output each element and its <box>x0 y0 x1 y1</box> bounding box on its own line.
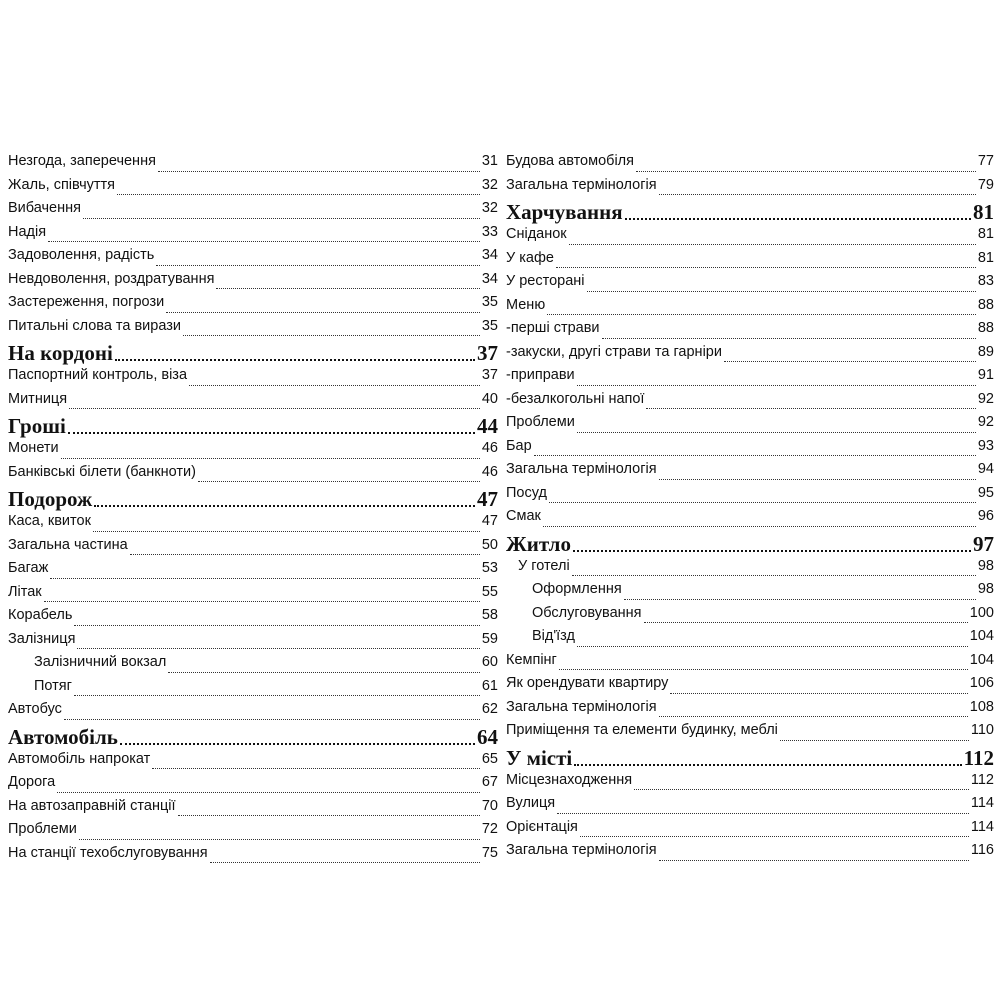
toc-entry-page-number: 100 <box>969 604 994 621</box>
toc-section-heading[interactable] <box>506 746 994 772</box>
toc-leader-dots <box>216 288 479 289</box>
toc-entry-title: Обслуговування <box>532 604 642 621</box>
toc-entry[interactable] <box>506 226 994 250</box>
toc-entry-page-number: 67 <box>481 774 498 790</box>
toc-entry[interactable] <box>506 772 994 796</box>
toc-entry-title: -закуски, другі страви та гарніри <box>506 343 722 360</box>
toc-entry[interactable] <box>8 367 498 391</box>
toc-entry-title: Загальна термінологія <box>506 176 657 193</box>
toc-entry[interactable] <box>8 537 498 561</box>
toc-entry-page-number: 53 <box>481 560 498 576</box>
toc-entry-title: Бар <box>506 437 532 454</box>
toc-leader-dots <box>44 601 480 602</box>
toc-entry-title: Застереження, погрози <box>8 294 165 310</box>
toc-section-heading[interactable] <box>8 341 498 367</box>
toc-entry-title: Кемпінг <box>506 651 557 668</box>
toc-entry-page-number: 62 <box>481 701 498 717</box>
toc-entry[interactable] <box>506 461 994 485</box>
toc-entry[interactable] <box>506 414 994 438</box>
toc-entry[interactable] <box>506 508 994 532</box>
toc-leader-dots <box>557 813 969 814</box>
toc-entry[interactable] <box>506 438 994 462</box>
toc-leader-dots <box>57 792 480 793</box>
toc-entry[interactable] <box>8 798 498 822</box>
toc-entry[interactable] <box>506 581 994 605</box>
toc-entry-title: Місцезнаходження <box>506 771 633 788</box>
toc-entry-title: Проблеми <box>8 821 77 837</box>
toc-entry-title: Загальна термінологія <box>506 842 657 858</box>
toc-entry-page-number: 65 <box>481 750 498 767</box>
toc-section-heading[interactable] <box>506 200 994 226</box>
toc-entry-title: Задоволення, радість <box>8 247 155 263</box>
toc-entry-page-number: 79 <box>977 176 994 193</box>
toc-entry-title: Літак <box>8 583 42 600</box>
toc-entry[interactable] <box>8 774 498 798</box>
toc-entry-title: Залізниця <box>8 630 76 647</box>
toc-entry-title: Вулиця <box>506 795 556 811</box>
toc-entry-page-number: 60 <box>481 654 498 670</box>
toc-leader-dots <box>69 408 480 409</box>
toc-entry-page-number: 37 <box>477 341 498 365</box>
toc-leader-dots <box>646 408 975 409</box>
toc-entry-title: Банківські білети (банкноти) <box>8 463 196 480</box>
toc-entry[interactable] <box>506 297 994 321</box>
toc-leader-dots <box>724 361 976 362</box>
toc-entry-title: Корабель <box>8 607 73 623</box>
toc-entry-title: Загальна термінологія <box>506 461 657 477</box>
toc-entry[interactable] <box>8 821 498 845</box>
toc-entry-page-number: 89 <box>977 343 994 360</box>
toc-entry[interactable] <box>506 367 994 391</box>
toc-entry[interactable] <box>8 654 498 678</box>
toc-entry-title: Сніданок <box>506 226 567 242</box>
toc-entry[interactable] <box>506 391 994 415</box>
toc-entry-page-number: 46 <box>481 463 498 480</box>
toc-entry-title: Жаль, співчуття <box>8 176 116 193</box>
toc-entry-page-number: 70 <box>481 797 498 814</box>
toc-entry-page-number: 94 <box>977 461 994 477</box>
toc-entry-page-number: 47 <box>477 487 498 511</box>
toc-entry-page-number: 104 <box>969 628 994 644</box>
toc-entry-page-number: 104 <box>969 651 994 668</box>
toc-entry-title: Від'їзд <box>532 628 575 644</box>
toc-entry-title: Харчування <box>506 200 623 224</box>
toc-entry-page-number: 50 <box>481 536 498 553</box>
toc-entry-page-number: 32 <box>481 200 498 216</box>
toc-entry[interactable] <box>506 699 994 723</box>
toc-entry[interactable] <box>506 842 994 866</box>
toc-entry-page-number: 98 <box>977 557 994 574</box>
toc-entry-page-number: 34 <box>481 270 498 287</box>
toc-leader-dots <box>636 171 976 172</box>
toc-leader-dots <box>83 218 480 219</box>
toc-leader-dots <box>644 622 968 623</box>
toc-entry-title: Будова автомобіля <box>506 153 634 169</box>
toc-entry[interactable] <box>8 224 498 248</box>
toc-entry-title: Невдоволення, роздратування <box>8 270 215 287</box>
toc-entry[interactable] <box>8 153 498 177</box>
toc-entry[interactable] <box>506 250 994 274</box>
toc-entry-title: У місті <box>506 745 573 770</box>
toc-entry[interactable] <box>8 513 498 537</box>
toc-entry-page-number: 110 <box>970 722 994 738</box>
toc-leader-dots <box>569 244 976 245</box>
toc-entry-page-number: 83 <box>977 273 994 289</box>
toc-entry-page-number: 88 <box>977 296 994 313</box>
toc-entry-title: Смак <box>506 508 541 524</box>
toc-entry[interactable] <box>8 678 498 702</box>
toc-entry-title: Монети <box>8 440 59 456</box>
toc-leader-dots <box>634 789 969 790</box>
toc-entry[interactable] <box>506 795 994 819</box>
toc-entry[interactable] <box>506 320 994 344</box>
toc-entry-page-number: 58 <box>481 607 498 623</box>
toc-leader-dots <box>572 575 976 576</box>
toc-entry-page-number: 91 <box>977 367 994 383</box>
toc-leader-dots <box>670 693 967 694</box>
toc-leader-dots <box>189 385 480 386</box>
toc-entry-page-number: 35 <box>481 294 498 310</box>
toc-leader-dots <box>61 458 480 459</box>
toc-entry[interactable] <box>506 485 994 509</box>
toc-entry-title: Митниця <box>8 390 68 407</box>
toc-entry-title: Автомобіль <box>8 724 118 749</box>
toc-entry-page-number: 34 <box>481 247 498 263</box>
toc-entry-page-number: 108 <box>969 698 994 715</box>
toc-entry[interactable] <box>8 391 498 415</box>
toc-entry[interactable] <box>8 560 498 584</box>
toc-leader-dots <box>117 194 480 195</box>
toc-entry-title: На станції техобслуговування <box>8 844 208 861</box>
toc-leader-dots <box>198 481 480 482</box>
toc-leader-dots <box>659 860 969 861</box>
toc-entry[interactable] <box>506 605 994 629</box>
toc-entry-page-number: 77 <box>977 153 994 169</box>
toc-leader-dots <box>573 550 971 552</box>
toc-entry-page-number: 96 <box>977 508 994 524</box>
toc-entry-title: Потяг <box>34 677 72 694</box>
toc-entry[interactable] <box>8 177 498 201</box>
toc-entry-page-number: 97 <box>973 531 994 556</box>
toc-entry-page-number: 46 <box>481 440 498 456</box>
toc-leader-dots <box>559 669 968 670</box>
toc-entry-page-number: 31 <box>481 153 498 169</box>
toc-entry[interactable] <box>506 722 994 746</box>
toc-leader-dots <box>780 740 969 741</box>
toc-leader-dots <box>79 839 480 840</box>
toc-entry-page-number: 93 <box>977 437 994 454</box>
toc-leader-dots <box>659 479 976 480</box>
toc-entry[interactable] <box>506 819 994 843</box>
toc-leader-dots <box>549 502 976 503</box>
toc-entry-page-number: 37 <box>481 367 498 383</box>
toc-section-heading[interactable] <box>8 487 498 513</box>
toc-entry-title: Багаж <box>8 560 49 576</box>
toc-entry[interactable] <box>8 247 498 271</box>
toc-leader-dots <box>210 862 480 863</box>
toc-entry[interactable] <box>506 628 994 652</box>
toc-leader-dots <box>77 648 479 649</box>
toc-entry-title: -безалкогольні напої <box>506 390 645 407</box>
toc-entry-title: Загальна термінологія <box>506 698 657 715</box>
toc-entry-title: Автобус <box>8 701 62 717</box>
toc-entry-page-number: 64 <box>477 724 498 749</box>
toc-entry-page-number: 81 <box>977 249 994 266</box>
toc-entry[interactable] <box>8 701 498 725</box>
toc-entry[interactable] <box>8 271 498 295</box>
toc-entry-page-number: 95 <box>977 484 994 501</box>
toc-leader-dots <box>115 359 475 361</box>
toc-entry[interactable] <box>8 294 498 318</box>
toc-entry-page-number: 40 <box>481 390 498 407</box>
toc-leader-dots <box>68 432 475 434</box>
toc-leader-dots <box>48 241 480 242</box>
toc-entry-page-number: 114 <box>970 818 994 835</box>
toc-leader-dots <box>625 218 971 220</box>
toc-entry[interactable] <box>506 344 994 368</box>
toc-section-heading[interactable] <box>8 725 498 751</box>
toc-leader-dots <box>120 743 475 745</box>
toc-entry[interactable] <box>8 845 498 869</box>
toc-leader-dots <box>602 338 976 339</box>
toc-leader-dots <box>547 314 976 315</box>
toc-section-heading[interactable] <box>506 532 994 558</box>
toc-entry-page-number: 44 <box>477 414 498 438</box>
toc-entry-title: Загальна частина <box>8 536 128 553</box>
toc-entry-page-number: 81 <box>973 200 994 224</box>
toc-entry-page-number: 81 <box>977 226 994 242</box>
toc-entry-title: Оформлення <box>532 581 622 597</box>
toc-entry-title: На кордоні <box>8 341 113 365</box>
toc-entry-title: Незгода, заперечення <box>8 153 156 169</box>
toc-entry-page-number: 61 <box>481 677 498 694</box>
toc-leader-dots <box>577 646 968 647</box>
toc-entry-page-number: 114 <box>970 795 994 811</box>
toc-entry-page-number: 116 <box>970 842 994 858</box>
toc-entry-page-number: 112 <box>963 745 994 770</box>
toc-entry-title: Як орендувати квартиру <box>506 675 669 691</box>
toc-entry-page-number: 92 <box>977 414 994 430</box>
toc-entry-page-number: 112 <box>970 771 994 788</box>
toc-entry-title: Орієнтація <box>506 818 578 835</box>
toc-entry-title: Автомобіль напрокат <box>8 750 151 767</box>
toc-entry-title: Житло <box>506 531 571 556</box>
toc-entry[interactable] <box>506 675 994 699</box>
toc-entry-page-number: 98 <box>977 581 994 597</box>
toc-entry-title: Гроші <box>8 414 66 438</box>
toc-leader-dots <box>178 815 480 816</box>
toc-leader-dots <box>624 599 976 600</box>
toc-entry[interactable] <box>506 177 994 201</box>
toc-leader-dots <box>152 768 480 769</box>
toc-entry[interactable] <box>8 631 498 655</box>
toc-entry-title: -приправи <box>506 367 575 383</box>
toc-entry-title: Приміщення та елементи будинку, меблі <box>506 722 778 738</box>
toc-entry-title: Залізничний вокзал <box>34 654 167 670</box>
toc-entry-title: Посуд <box>506 484 547 501</box>
toc-entry-page-number: 47 <box>481 513 498 529</box>
toc-leader-dots <box>50 578 480 579</box>
toc-entry-title: Питальні слова та вирази <box>8 317 181 334</box>
toc-leader-dots <box>158 171 480 172</box>
toc-entry[interactable] <box>8 464 498 488</box>
toc-entry-title: -перші страви <box>506 320 600 336</box>
toc-leader-dots <box>94 505 475 507</box>
toc-leader-dots <box>659 716 968 717</box>
toc-leader-dots <box>130 554 480 555</box>
toc-entry-page-number: 72 <box>481 821 498 837</box>
toc-entry-title: Каса, квиток <box>8 513 91 529</box>
toc-entry[interactable] <box>8 584 498 608</box>
toc-leader-dots <box>659 194 976 195</box>
toc-leader-dots <box>93 531 480 532</box>
toc-entry-title: Дорога <box>8 774 56 790</box>
toc-entry-title: У готелі <box>518 557 570 574</box>
toc-entry-title: У кафе <box>506 249 554 266</box>
toc-entry-page-number: 33 <box>481 223 498 240</box>
toc-entry-title: На автозаправній станції <box>8 797 176 814</box>
toc-entry[interactable] <box>8 440 498 464</box>
toc-entry[interactable] <box>8 607 498 631</box>
toc-leader-dots <box>587 291 976 292</box>
toc-leader-dots <box>166 312 480 313</box>
toc-entry-page-number: 35 <box>481 317 498 334</box>
toc-entry-page-number: 88 <box>977 320 994 336</box>
toc-entry-title: Подорож <box>8 487 93 511</box>
toc-entry-title: У ресторані <box>506 273 585 289</box>
toc-entry-title: Паспортний контроль, віза <box>8 367 188 383</box>
toc-entry-page-number: 55 <box>481 583 498 600</box>
toc-entry-page-number: 75 <box>481 844 498 861</box>
toc-leader-dots <box>168 672 480 673</box>
toc-entry[interactable] <box>506 273 994 297</box>
toc-entry-title: Вибачення <box>8 200 81 216</box>
toc-column-right <box>506 153 994 866</box>
toc-entry-page-number: 32 <box>481 176 498 193</box>
toc-entry-page-number: 106 <box>969 675 994 691</box>
toc-entry-page-number: 92 <box>977 390 994 407</box>
toc-leader-dots <box>577 432 976 433</box>
toc-leader-dots <box>534 455 976 456</box>
toc-entry[interactable] <box>8 318 498 342</box>
toc-entry[interactable] <box>8 751 498 775</box>
toc-entry-page-number: 59 <box>481 630 498 647</box>
toc-entry-title: Проблеми <box>506 414 575 430</box>
toc-entry[interactable] <box>506 153 994 177</box>
toc-entry-title: Меню <box>506 296 546 313</box>
toc-entry-title: Надія <box>8 223 47 240</box>
toc-entry[interactable] <box>8 200 498 224</box>
toc-column-left <box>8 153 498 868</box>
toc-leader-dots <box>156 265 480 266</box>
toc-leader-dots <box>74 625 479 626</box>
toc-leader-dots <box>74 695 480 696</box>
toc-leader-dots <box>577 385 976 386</box>
toc-leader-dots <box>556 267 976 268</box>
toc-leader-dots <box>183 335 480 336</box>
toc-leader-dots <box>580 836 969 837</box>
toc-entry[interactable] <box>506 558 994 582</box>
toc-leader-dots <box>574 764 961 766</box>
toc-leader-dots <box>543 526 976 527</box>
toc-leader-dots <box>64 719 480 720</box>
toc-entry[interactable] <box>506 652 994 676</box>
toc-section-heading[interactable] <box>8 414 498 440</box>
